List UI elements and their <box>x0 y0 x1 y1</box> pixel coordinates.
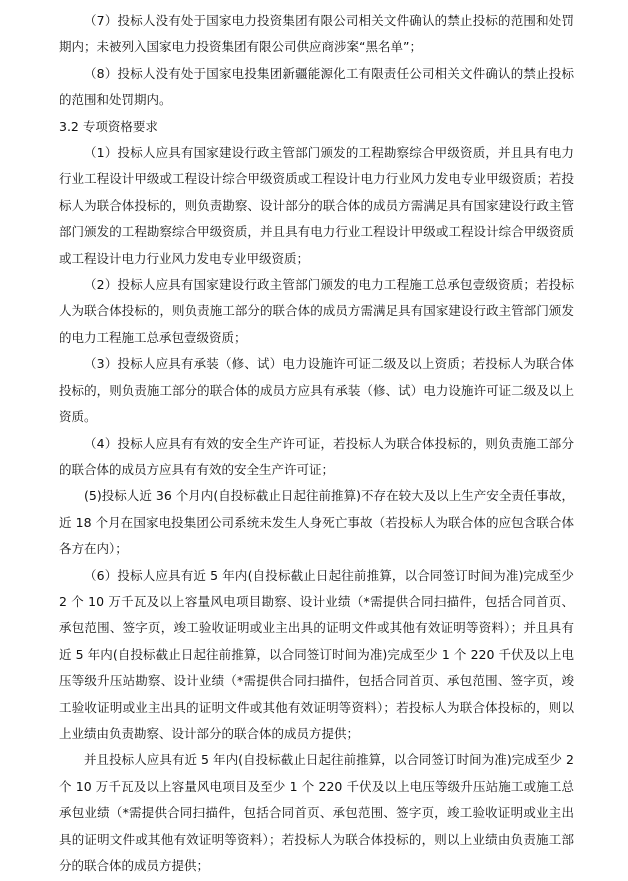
section-heading: 3.2 专项资格要求 <box>59 118 158 134</box>
paragraph-req-4: （4）投标人应具有有效的安全生产许可证，若投标人为联合体投标的，则负责施工部分的联合体的成员方应具有有效的安全生产许可证； <box>59 435 574 477</box>
paragraph-req-6: （6）投标人应具有近 5 年内(自投标截止日起往前推算，以合同签订时间为准)完成至少 2 个 10 万千瓦及以上容量风电项目勘察、设计业绩（*需提供合同扫描件，包括合同首页、承包范围、签字页，竣工验收证明或业主出具的证明文件或其他有效证明等资料）；并且具有近 5 年内(自投标截止日起往前推算，以合同签订时间为准)完成至少 1 个 220 千伏及以上电压等级升压站勘察、设计业绩（*需提供合同扫描件，包括合同首页、承包范围、签字页，竣工验收证明或业主出具的证明文件或其他有效证明等资料）；若投标人为联合体投标的，则以上业绩由负责勘察、设计部分的联合体的成员方提供； <box>59 567 574 741</box>
paragraph-req-1: （1）投标人应具有国家建设行政主管部门颁发的工程勘察综合甲级资质，并且具有电力行业工程设计甲级或工程设计综合甲级资质或工程设计电力行业风力发电专业甲级资质；若投标人为联合体投标的，则负责勘察、设计部分的联合体的成员方需满足具有国家建设行政主管部门颁发的工程勘察综合甲级资质，并且具有电力行业工程设计甲级或工程设计综合甲级资质或工程设计电力行业风力发电专业甲级资质； <box>59 145 574 266</box>
paragraph-req-3: （3）投标人应具有承装（修、试）电力设施许可证二级及以上资质；若投标人为联合体投标的，则负责施工部分的联合体的成员方应具有承装（修、试）电力设施许可证二级及以上资质。 <box>59 356 574 425</box>
paragraph-8: （8）投标人没有处于国家电投集团新疆能源化工有限责任公司相关文件确认的禁止投标的范围和处罚期内。 <box>59 65 574 108</box>
paragraph-req-6-cont: 并且投标人应具有近 5 年内(自投标截止日起往前推算，以合同签订时间为准)完成至少 2 个 10 万千瓦及以上容量风电项目及至少 1 个 220 千伏及以上电压等级升压站施工或施工总承包业绩（*需提供合同扫描件，包括合同首页、承包范围、签字页，竣工验收证明或业主出具的证明文件或其他有效证明等资料）；若投标人为联合体投标的，则以上业绩由负责施工部分的联合体的成员方提供； <box>59 752 574 873</box>
paragraph-7: （7）投标人没有处于国家电力投资集团有限公司相关文件确认的禁止投标的范围和处罚期内；未被列入国家电力投资集团有限公司供应商涉案“黑名单”； <box>59 13 574 55</box>
paragraph-req-5: (5)投标人近 36 个月内(自投标截止日起往前推算)不存在较大及以上生产安全责任事故，近 18 个月在国家电投集团公司系统未发生人身死亡事故（若投标人为联合体的应包含联合体各方在内）； <box>59 488 574 557</box>
paragraph-req-2: （2）投标人应具有国家建设行政主管部门颁发的电力工程施工总承包壹级资质；若投标人为联合体投标的，则负责施工部分的联合体的成员方需满足具有国家建设行政主管部门颁发的电力工程施工总承包壹级资质； <box>59 277 574 345</box>
